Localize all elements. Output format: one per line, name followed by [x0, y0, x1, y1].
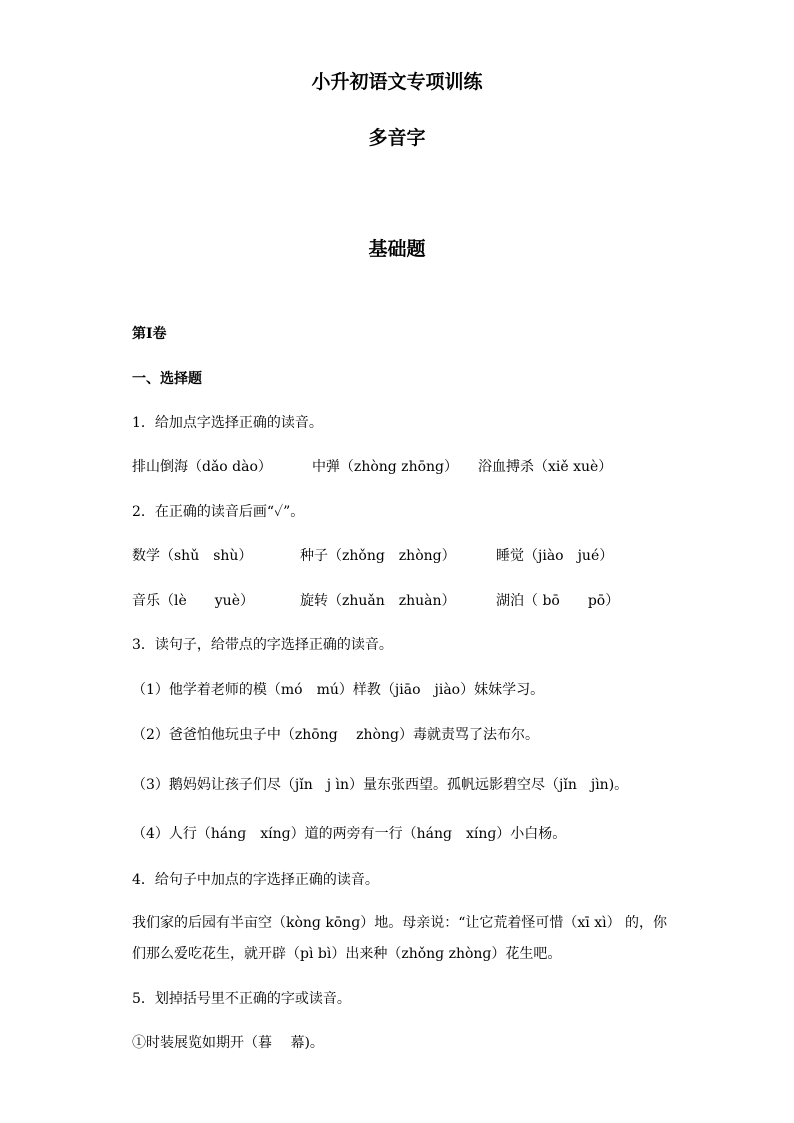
question-2-row-2-item-1: 音乐（lè yuè）: [132, 593, 254, 609]
question-4-line-1: 我们家的后园有半亩空（kònɡ kōnɡ）地。母亲说：“让它荒着怪可惜（xī xì） 的，你: [132, 915, 668, 931]
question-2-row-2-item-3: 湖泊（ bō pō）: [496, 593, 620, 609]
question-2-row-1-item-2: 种子（zhǒng zhòng）: [300, 548, 456, 564]
question-4-line-2: 们那么爱吃花生，就开辟（pì bì）出来种（zhǒnɡ zhònɡ）花生吧。: [132, 946, 562, 962]
question-1-item-1: 排山倒海（dǎo dào）: [132, 459, 272, 475]
question-3-sentence-2: （2）爸爸怕他玩虫子中（zhōng zhòng）毒就责骂了法布尔。: [132, 727, 539, 743]
question-1-options: [132, 457, 612, 477]
question-2-row-1-item-1: 数学（shǔ shù）: [132, 548, 253, 564]
question-2-row-2: [132, 591, 656, 611]
question-3-sentence-3: （3）鹅妈妈让孩子们尽（jǐn j ìn）量东张西望。孤帆远影碧空尽（jǐn jìn)。: [132, 777, 629, 793]
question-4-stem: 4．给句子中加点的字选择正确的读音。: [132, 872, 379, 888]
volume-label: 第I卷: [132, 326, 167, 342]
question-5-item-1: ①时装展览如期开（暮 幕)。: [132, 1035, 324, 1051]
question-1-item-2: 中弹（zhòng zhōng）: [311, 459, 458, 475]
document-title: 小升初语文专项训练: [311, 71, 483, 93]
document-subtitle: 多音字: [368, 127, 426, 149]
question-2-stem: 2．在正确的读音后画“✓”。: [132, 504, 305, 520]
question-1-item-3: 浴血搏杀（xiě xuè）: [478, 459, 613, 475]
question-3-sentence-1: （1）他学着老师的模（mó mú）样教（jiāo jiào）妹妹学习。: [132, 682, 545, 698]
part-heading: 一、选择题: [132, 371, 202, 387]
question-2-row-1: [132, 546, 656, 566]
question-3-sentence-4: （4）人行（hánɡ xínɡ）道的两旁有一行（hánɡ xínɡ）小白杨。: [132, 826, 567, 842]
section-title: 基础题: [368, 238, 426, 260]
question-1-stem: 1．给加点字选择正确的读音。: [132, 415, 323, 431]
question-2-row-2-item-2: 旋转（zhuǎn zhuàn）: [300, 593, 456, 609]
question-2-row-1-item-3: 睡觉（jiào jué）: [496, 548, 614, 564]
question-3-stem: 3．读句子，给带点的字选择正确的读音。: [132, 637, 393, 653]
question-5-stem: 5．划掉括号里不正确的字或读音。: [132, 991, 351, 1007]
